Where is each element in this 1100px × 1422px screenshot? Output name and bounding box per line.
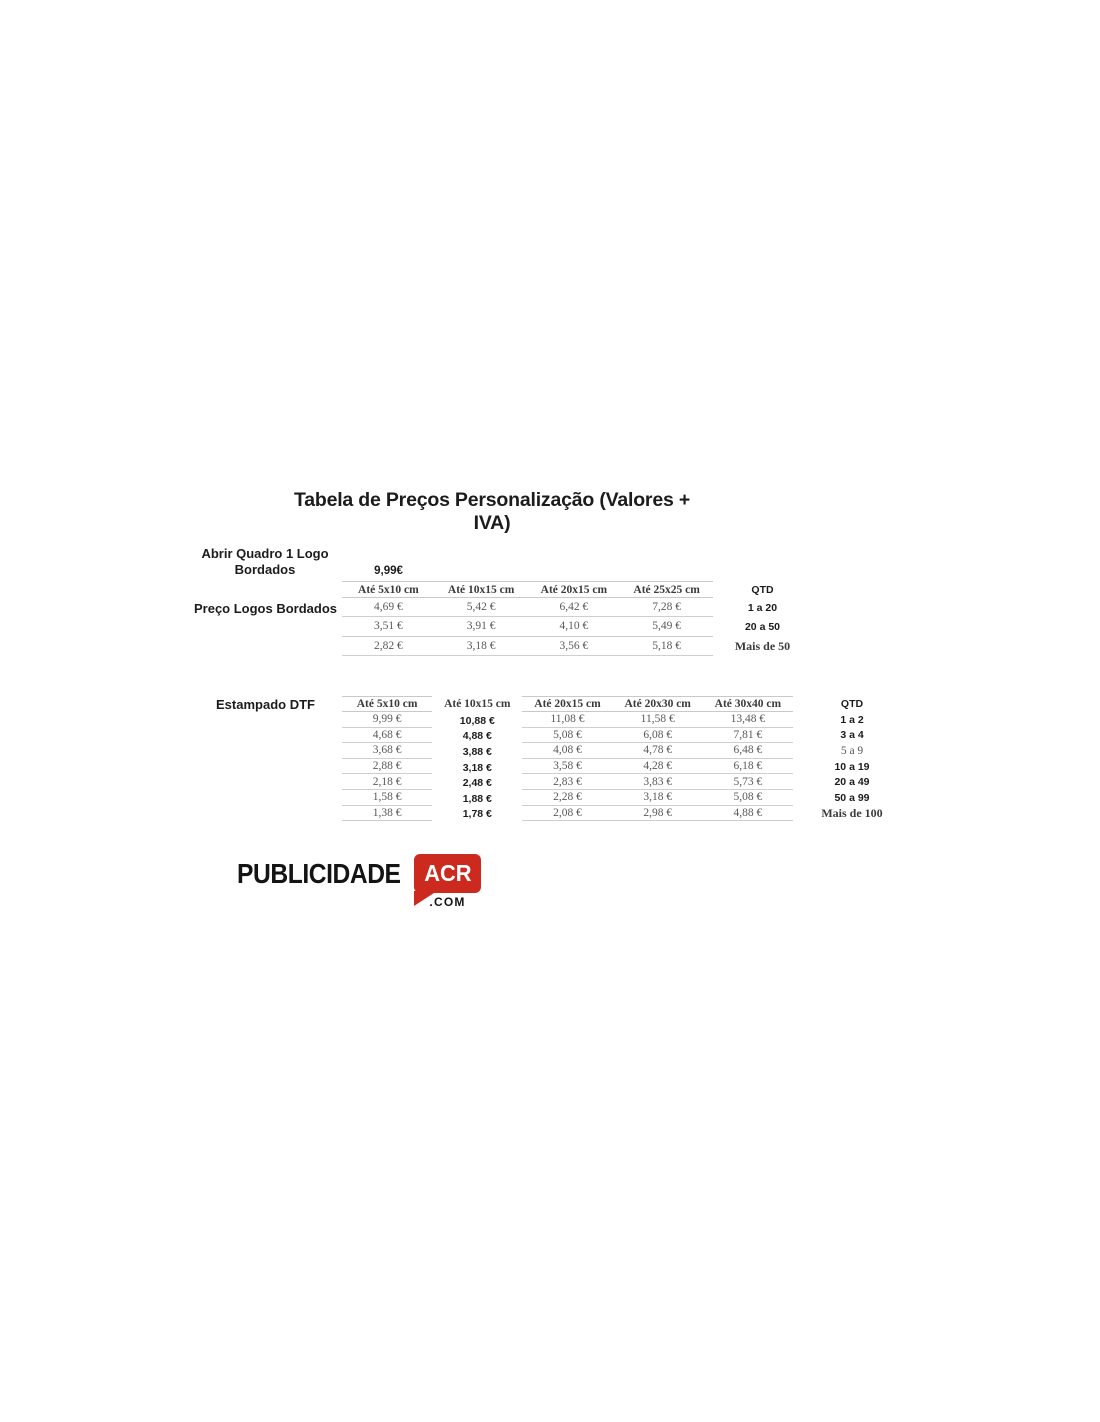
column-header: Até 5x10 cm [342,581,435,598]
price-cell: 4,69 € [342,598,435,617]
qtd-header: QTD [840,698,864,710]
price-cell: 11,58 € [613,712,703,728]
qtd-cell: 5 a 9 [840,744,864,757]
column-header: Até 10x15 cm [435,581,528,598]
price-cell: 5,42 € [435,598,528,617]
price-cell: 3,56 € [528,637,621,656]
price-cell: 4,88 € [703,806,793,822]
qtd-header: QTD [751,583,774,596]
price-cell: 4,88 € [462,730,492,743]
qtd-cell: 1 a 2 [840,713,864,726]
price-cell: 1,78 € [462,808,492,821]
dtf-qtd-column [806,696,898,821]
bordados-table [342,581,713,656]
dtf-row-label: Estampado DTF [216,697,315,712]
dtf-table [342,696,793,821]
price-cell: 5,49 € [620,617,713,636]
qtd-cell: 10 a 19 [834,760,870,773]
column-header: Até 10x15 cm [444,698,511,710]
price-cell: 3,51 € [342,617,435,636]
price-cell: 2,82 € [342,637,435,656]
price-cell: 2,48 € [462,777,492,790]
logo-badge-text: ACR [423,860,472,886]
price-cell: 2,18 € [342,774,432,790]
price-cell: 1,58 € [342,790,432,806]
price-cell: 1,88 € [462,792,492,805]
price-cell: 4,68 € [342,728,432,744]
price-cell: 5,08 € [703,790,793,806]
logo-suffix: .COM [429,895,466,909]
price-cell: 5,08 € [522,728,612,744]
qtd-cell: 20 a 49 [834,776,870,789]
column-header: Até 20x15 cm [528,581,621,598]
price-cell: 3,18 € [462,761,492,774]
page-title: Tabela de Preços Personalização (Valores + IVA) [293,489,691,534]
logo-badge [414,854,481,893]
price-cell: 2,08 € [522,806,612,822]
price-cell: 7,28 € [620,598,713,617]
bordados-open-label: Abrir Quadro 1 Logo Bordados [201,546,329,577]
column-header: Até 25x25 cm [620,581,713,598]
column-header: Até 20x15 cm [522,696,612,712]
bordados-qtd-column [715,581,810,656]
bordados-row-label: Preço Logos Bordados [193,601,338,616]
qtd-cell: Mais de 100 [821,805,883,820]
price-cell: 3,88 € [462,745,492,758]
price-cell: 6,48 € [703,743,793,759]
qtd-cell: 3 a 4 [840,729,864,742]
price-cell: 5,73 € [703,774,793,790]
column-header: Até 5x10 cm [342,696,432,712]
price-cell: 4,28 € [613,759,703,775]
bordados-open-price: 9,99€ [374,565,403,577]
logo-wordmark: PUBLICIDADE [237,858,401,889]
price-cell: 4,08 € [522,743,612,759]
price-cell: 7,81 € [703,728,793,744]
price-cell: 5,18 € [620,637,713,656]
price-cell: 11,08 € [522,712,612,728]
price-cell: 3,58 € [522,759,612,775]
price-cell: 2,98 € [613,806,703,822]
price-cell: 1,38 € [342,806,432,822]
price-cell: 10,88 € [459,714,495,727]
price-cell: 13,48 € [703,712,793,728]
price-cell: 3,18 € [613,790,703,806]
price-cell: 6,18 € [703,759,793,775]
price-cell: 2,28 € [522,790,612,806]
price-cell: 3,83 € [613,774,703,790]
price-cell: 6,42 € [528,598,621,617]
price-cell: 2,88 € [342,759,432,775]
price-cell: 6,08 € [613,728,703,744]
qtd-cell: 50 a 99 [834,791,870,804]
price-cell: 2,83 € [522,774,612,790]
price-cell: 3,18 € [435,637,528,656]
column-header: Até 20x30 cm [613,696,703,712]
qtd-cell: 1 a 20 [747,601,778,614]
price-cell: 4,78 € [613,743,703,759]
price-cell: 4,10 € [528,617,621,636]
qtd-cell: Mais de 50 [734,638,791,653]
qtd-cell: 20 a 50 [744,620,781,633]
price-cell: 3,68 € [342,743,432,759]
price-cell: 9,99 € [342,712,432,728]
column-header: Até 30x40 cm [703,696,793,712]
price-cell: 3,91 € [435,617,528,636]
